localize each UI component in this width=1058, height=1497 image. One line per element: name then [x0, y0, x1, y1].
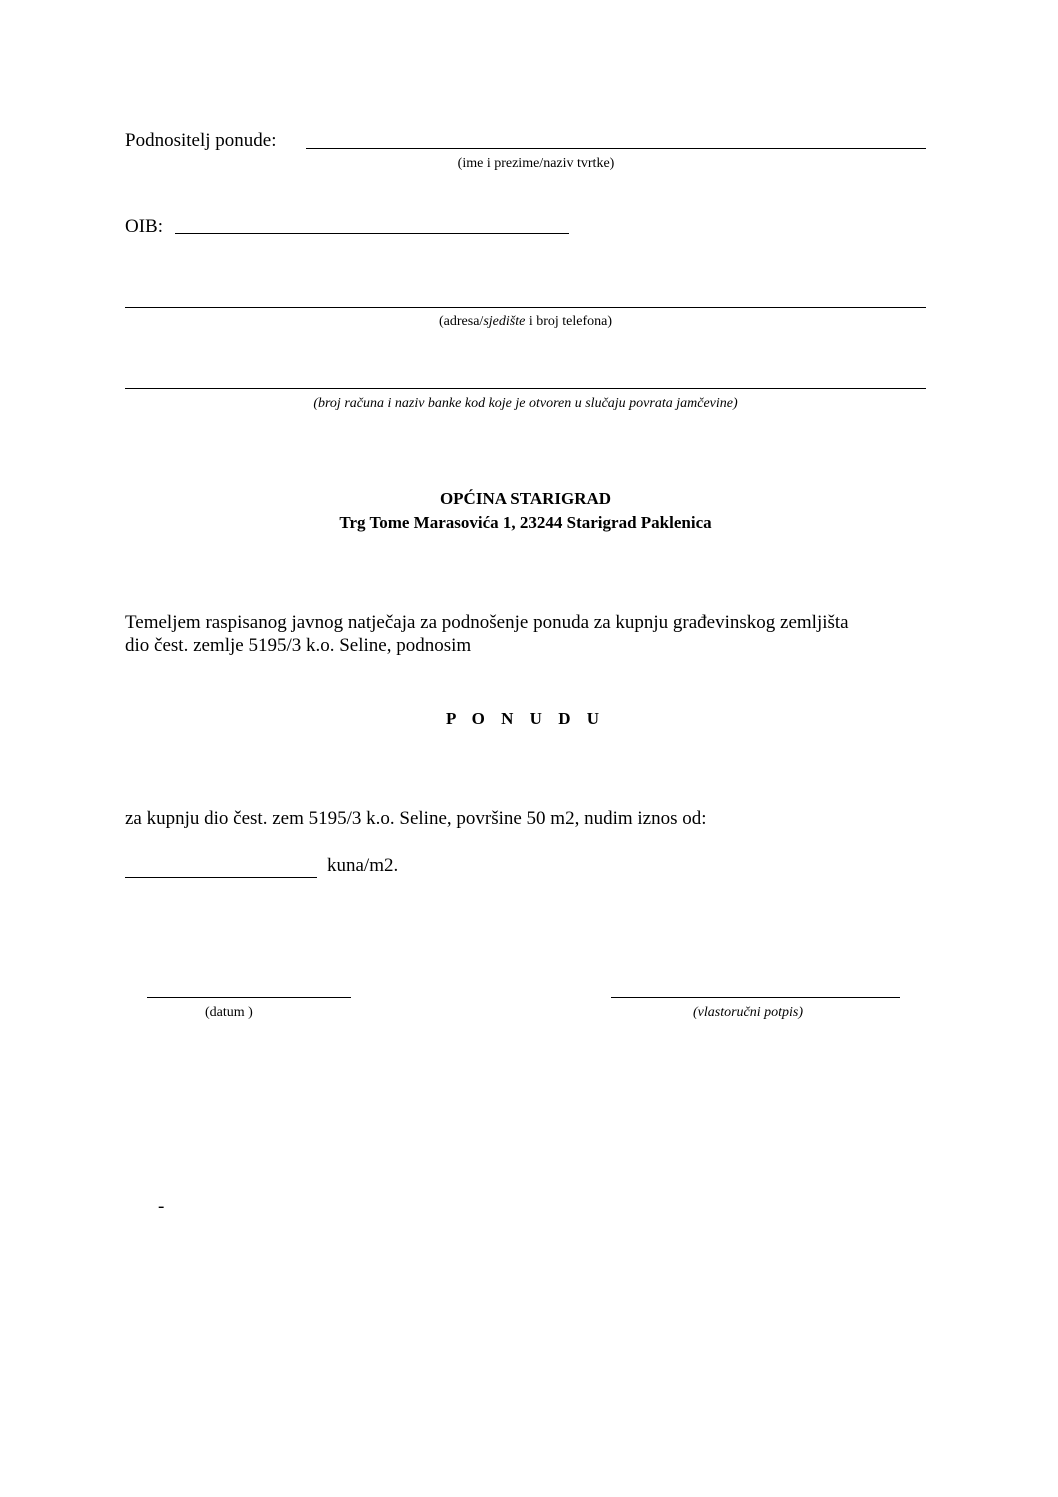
- submitter-caption: (ime i prezime/naziv tvrtke): [457, 156, 615, 171]
- oib-label: OIB:: [125, 216, 163, 237]
- footer-dash: -: [158, 1196, 165, 1217]
- date-caption: (datum ): [205, 1005, 253, 1020]
- offer-unit: kuna/m2.: [327, 855, 399, 876]
- date-input-line[interactable]: [147, 997, 351, 998]
- address-caption-part1: (adresa/: [439, 314, 484, 329]
- intro-line-1: Temeljem raspisanog javnog natječaja za podnošenje ponuda za kupnju građevinskog zemljišta: [125, 612, 849, 633]
- oib-input-line[interactable]: [175, 233, 569, 234]
- submitter-input-line[interactable]: [306, 148, 926, 149]
- document-title: P O N U D U: [445, 709, 606, 728]
- signature-caption: (vlastoručni potpis): [693, 1005, 804, 1020]
- recipient-name: OPĆINA STARIGRAD: [439, 489, 612, 508]
- recipient-address: Trg Tome Marasovića 1, 23244 Starigrad Paklenica: [339, 513, 712, 532]
- address-caption-italic: sjedište: [483, 314, 526, 329]
- address-caption-part2: i broj telefona): [525, 314, 612, 329]
- address-caption: [125, 313, 926, 330]
- bank-input-line[interactable]: [125, 388, 926, 389]
- price-input-line[interactable]: [125, 877, 317, 878]
- signature-input-line[interactable]: [611, 997, 900, 998]
- submitter-label: Podnositelj ponude:: [125, 130, 277, 151]
- bank-caption: (broj računa i naziv banke kod koje je otvoren u slučaju povrata jamčevine): [313, 396, 738, 411]
- address-input-line[interactable]: [125, 307, 926, 308]
- intro-line-2: dio čest. zemlje 5195/3 k.o. Seline, podnosim: [125, 635, 472, 656]
- offer-text: za kupnju dio čest. zem 5195/3 k.o. Seline, površine 50 m2, nudim iznos od:: [125, 808, 707, 829]
